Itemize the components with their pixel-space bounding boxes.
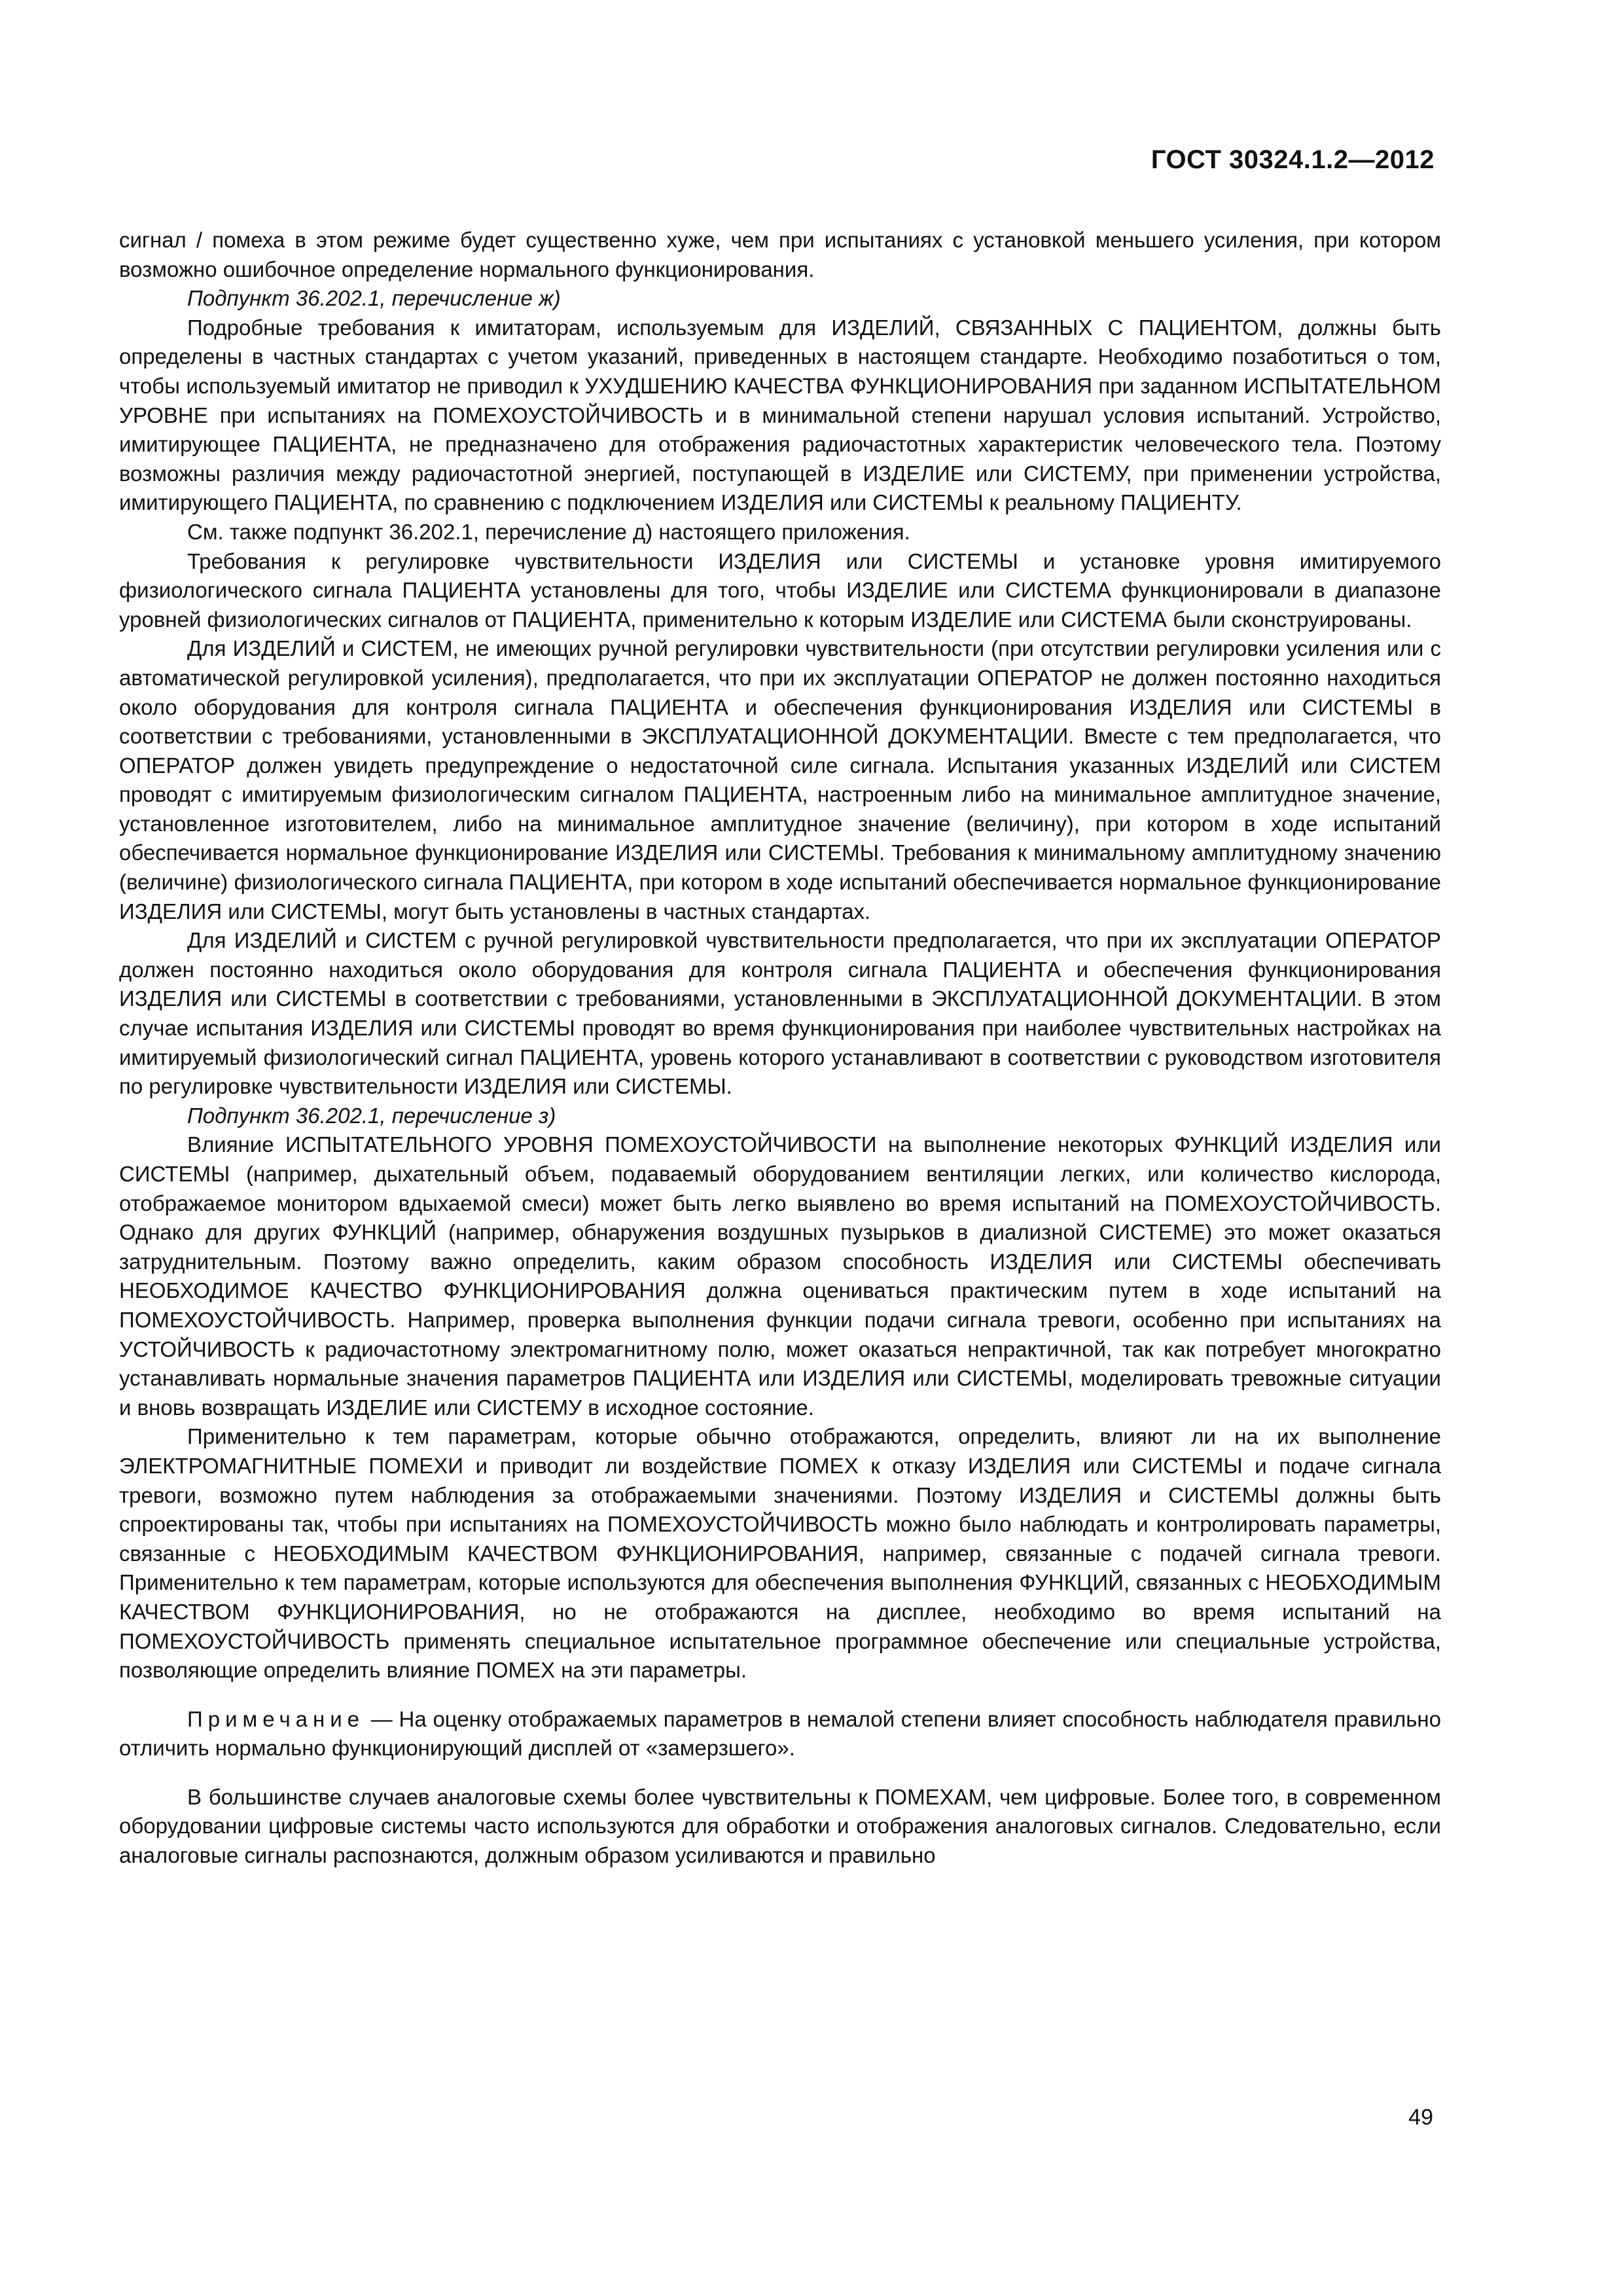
paragraph: См. также подпункт 36.202.1, перечисление д) настоящего приложения. bbox=[187, 519, 910, 544]
page-number: 49 bbox=[1408, 2105, 1433, 2130]
paragraph: Подробные требования к имитаторам, используемым для ИЗДЕЛИЙ, СВЯЗАННЫХ С ПАЦИЕНТОМ, должны быть определены в частных стандартах с учетом указаний, приведенных в настоящем стандарте. Необходимо позаботиться о том, чтобы используемый имитатор не приводил к УХУДШЕНИЮ КАЧЕСТВА ФУНКЦИОНИРОВАНИЯ при заданном ИСПЫТАТЕЛЬНОМ УРОВНЕ при испытаниях на ПОМЕХОУСТОЙЧИВОСТЬ и в минимальной степени нарушал условия испытаний. Устройство, имитирующее ПАЦИЕНТА, не предназначено для отображения радиочастотных характеристик человеческого тела. Поэтому возможны различия между радиочастотной энергией, поступающей в ИЗДЕЛИЕ или СИСТЕМУ, при применении устройства, имитирующего ПАЦИЕНТА, по сравнению с подключением ИЗДЕЛИЯ или СИСТЕМЫ к реальному ПАЦИЕНТУ. bbox=[119, 315, 1441, 515]
paragraph: Для ИЗДЕЛИЙ и СИСТЕМ, не имеющих ручной регулировки чувствительности (при отсутствии регулировки усиления или с автоматической регулировкой усиления), предполагается, что при их эксплуатации ОПЕРАТОР не должен постоянно находиться около оборудования для контроля сигнала ПАЦИЕНТА и обеспечения функционирования ИЗДЕЛИЯ или СИСТЕМЫ в соответствии с требованиями, установленными в ЭКСПЛУАТАЦИОННОЙ ДОКУМЕНТАЦИИ. Вместе с тем предполагается, что ОПЕРАТОР должен увидеть предупреждение о недостаточной силе сигнала. Испытания указанных ИЗДЕЛИЙ или СИСТЕМ проводят с имитируемым физиологическим сигналом ПАЦИЕНТА, настроенным либо на минимальное амплитудное значение, установленное изготовителем, либо на минимальное амплитудное значение (величину), при котором в ходе испытаний обеспечивается нормальное функционирование ИЗДЕЛИЯ или СИСТЕМЫ. Требования к минимальному амплитудному значению (величине) физиологического сигнала ПАЦИЕНТА, при котором в ходе испытаний обеспечивается нормальное функционирование ИЗДЕЛИЯ или СИСТЕМЫ, могут быть установлены в частных стандартах. bbox=[119, 636, 1441, 924]
subclause-heading: Подпункт 36.202.1, перечисление ж) bbox=[187, 286, 561, 311]
body-text bbox=[119, 226, 1441, 1871]
subclause-heading: Подпункт 36.202.1, перечисление з) bbox=[187, 1103, 556, 1128]
note-text: — На оценку отображаемых параметров в немалой степени влияет способность наблюдателя правильно отличить нормально функционирующий дисплей от «замерзшего». bbox=[119, 1706, 1441, 1761]
note-paragraph bbox=[119, 1705, 1441, 1763]
paragraph: Требования к регулировке чувствительности ИЗДЕЛИЯ или СИСТЕМЫ и установке уровня имитируемого физиологического сигнала ПАЦИЕНТА установлены для того, чтобы ИЗДЕЛИЕ или СИСТЕМА функционировали в диапазоне уровней физиологических сигналов от ПАЦИЕНТА, применительно к которым ИЗДЕЛИЕ или СИСТЕМА были сконструированы. bbox=[119, 548, 1441, 632]
paragraph-continuation: сигнал / помеха в этом режиме будет существенно хуже, чем при испытаниях с установкой меньшего усиления, при котором возможно ошибочное определение нормального функционирования. bbox=[119, 228, 1441, 281]
note-label: Примечание bbox=[187, 1706, 365, 1731]
paragraph: Для ИЗДЕЛИЙ и СИСТЕМ с ручной регулировкой чувствительности предполагается, что при их эксплуатации ОПЕРАТОР должен постоянно находиться около оборудования для контроля сигнала ПАЦИЕНТА и обеспечения функционирования ИЗДЕЛИЯ или СИСТЕМЫ в соответствии с требованиями, установленными в ЭКСПЛУАТАЦИОННОЙ ДОКУМЕНТАЦИИ. В этом случае испытания ИЗДЕЛИЯ или СИСТЕМЫ проводят во время функционирования при наиболее чувствительных настройках на имитируемый физиологический сигнал ПАЦИЕНТА, уровень которого устанавливают в соответствии с руководством изготовителя по регулировке чувствительности ИЗДЕЛИЯ или СИСТЕМЫ. bbox=[119, 928, 1441, 1099]
paragraph: В большинстве случаев аналоговые схемы более чувствительны к ПОМЕХАМ, чем цифровые. Более того, в современном оборудовании цифровые системы часто используются для обработки и отображения аналоговых сигналов. Следовательно, если аналоговые сигналы распознаются, должным образом усиливаются и правильно bbox=[119, 1784, 1441, 1868]
paragraph: Применительно к тем параметрам, которые обычно отображаются, определить, влияют ли на их выполнение ЭЛЕКТРОМАГНИТНЫЕ ПОМЕХИ и приводит ли воздействие ПОМЕХ к отказу ИЗДЕЛИЯ или СИСТЕМЫ и подаче сигнала тревоги, возможно путем наблюдения за отображаемыми значениями. Поэтому ИЗДЕЛИЯ и СИСТЕМЫ должны быть спроектированы так, чтобы при испытаниях на ПОМЕХОУСТОЙЧИВОСТЬ можно было наблюдать и контролировать параметры, связанные с НЕОБХОДИМЫМ КАЧЕСТВОМ ФУНКЦИОНИРОВАНИЯ, например, связанные с подачей сигнала тревоги. Применительно к тем параметрам, которые используются для обеспечения выполнения ФУНКЦИЙ, связанных с НЕОБХОДИМЫМ КАЧЕСТВОМ ФУНКЦИОНИРОВАНИЯ, но не отображаются на дисплее, необходимо во время испытаний на ПОМЕХОУСТОЙЧИВОСТЬ применять специальное испытательное программное обеспечение или специальные устройства, позволяющие определить влияние ПОМЕХ на эти параметры. bbox=[119, 1424, 1441, 1683]
paragraph: Влияние ИСПЫТАТЕЛЬНОГО УРОВНЯ ПОМЕХОУСТОЙЧИВОСТИ на выполнение некоторых ФУНКЦИЙ ИЗДЕЛИЯ или СИСТЕМЫ (например, дыхательный объем, подаваемый оборудованием вентиляции легких, или количество кислорода, отображаемое монитором вдыхаемой смеси) может быть легко выявлено во время испытаний на ПОМЕХОУСТОЙЧИВОСТЬ. Однако для других ФУНКЦИЙ (например, обнаружения воздушных пузырьков в диализной СИСТЕМЕ) это может оказаться затруднительным. Поэтому важно определить, каким образом способность ИЗДЕЛИЯ или СИСТЕМЫ обеспечивать НЕОБХОДИМОЕ КАЧЕСТВО ФУНКЦИОНИРОВАНИЯ должна оцениваться практическим путем в ходе испытаний на ПОМЕХОУСТОЙЧИВОСТЬ. Например, проверка выполнения функции подачи сигнала тревоги, особенно при испытаниях на УСТОЙЧИВОСТЬ к радиочастотному электромагнитному полю, может оказаться непрактичной, так как потребует многократно устанавливать нормальные значения параметров ПАЦИЕНТА или ИЗДЕЛИЯ или СИСТЕМЫ, моделировать тревожные ситуации и вновь возвращать ИЗДЕЛИЕ или СИСТЕМУ в исходное состояние. bbox=[119, 1132, 1441, 1420]
document-number-header: ГОСТ 30324.1.2—2012 bbox=[1150, 145, 1435, 174]
